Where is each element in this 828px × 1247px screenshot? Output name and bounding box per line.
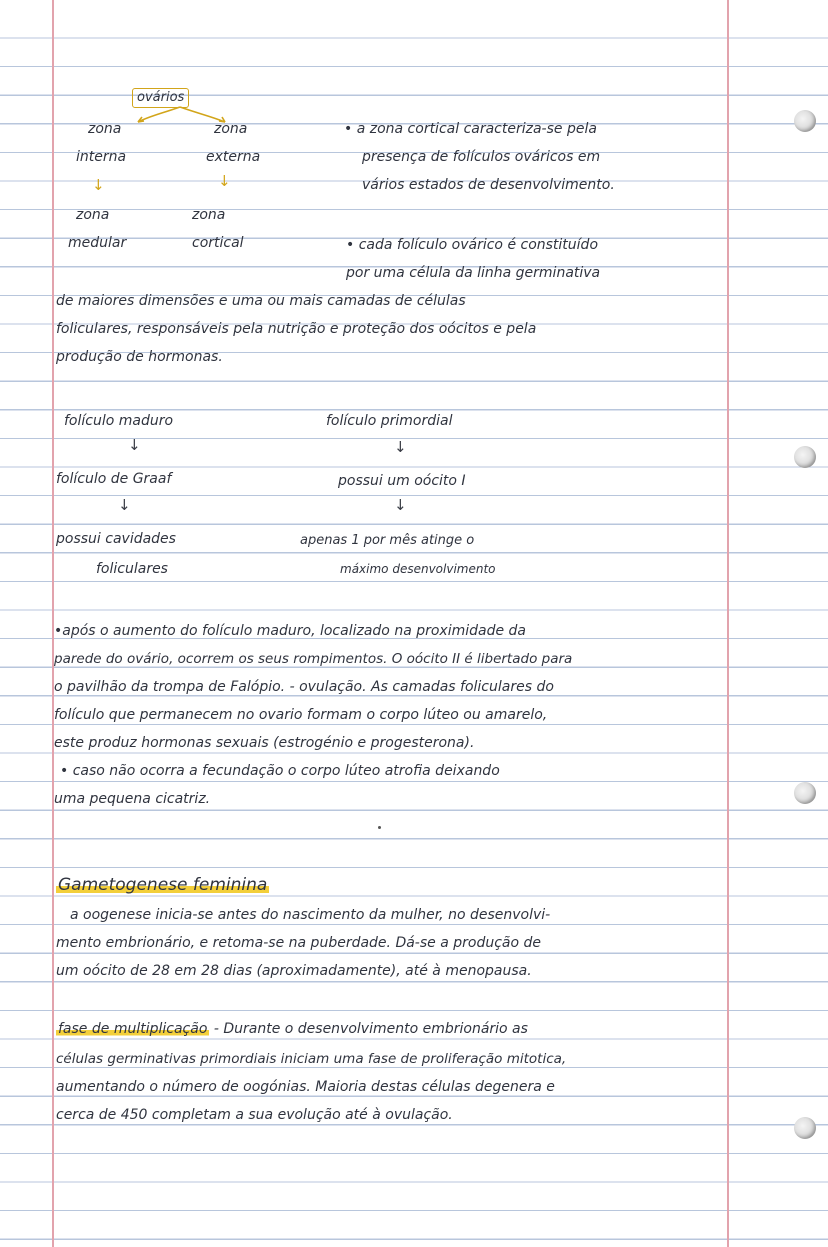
arrow-down-icon: ↓ [92, 176, 105, 194]
possui-oocito: possui um oócito I [338, 473, 466, 489]
ovulation-line-3: o pavilhão da trompa de Falópio. - ovulação. As camadas foliculares do [54, 679, 554, 695]
gametogenese-line-2: mento embrionário, e retoma-se na puberdade. Dá-se a produção de [56, 935, 541, 951]
bullet-1-line-1: • a zona cortical caracteriza-se pela [344, 121, 597, 137]
right-margin-line [727, 0, 729, 1247]
bullet-2-line-2: por uma célula da linha germinativa [346, 265, 601, 281]
multiplicacao-line-1-rest: - Durante o desenvolvimento embrionário as [213, 1021, 528, 1037]
multiplicacao-line-1 [56, 1020, 528, 1038]
arrow-down-icon: ↓ [218, 172, 231, 190]
ovulation-line-2: parede do ovário, ocorrem os seus rompimentos. O oócito II é libertado para [54, 651, 573, 667]
ovulation-line-6: • caso não ocorra a fecundação o corpo lúteo atrofia deixando [60, 763, 500, 779]
apenas-1-por-mes: apenas 1 por mês atinge o [300, 533, 475, 548]
binder-hole-2 [794, 446, 816, 468]
arrow-down-icon: ↓ [394, 496, 407, 514]
zona-externa-top: zona [214, 121, 248, 137]
foliculo-graaf: folículo de Graaf [56, 471, 172, 487]
binder-hole-1 [794, 110, 816, 132]
ovulation-line-4: folículo que permanecem no ovario formam o corpo lúteo ou amarelo, [54, 707, 548, 723]
binder-hole-3 [794, 782, 816, 804]
multiplicacao-line-3: aumentando o número de oogónias. Maioria destas células degenera e [56, 1079, 555, 1095]
bullet-1-line-3: vários estados de desenvolvimento. [362, 177, 615, 193]
multiplicacao-heading: fase de multiplicação [58, 1021, 208, 1037]
gametogenese-heading-text: Gametogenese feminina [58, 875, 268, 895]
bullet-2-line-4: foliculares, responsáveis pela nutrição e proteção dos oócitos e pela [56, 321, 537, 337]
arrow-down-icon: ↓ [118, 496, 131, 514]
ovarios-title: ovários [132, 88, 189, 108]
ovulation-line-5: este produz hormonas sexuais (estrogénio e progesterona). [54, 735, 475, 751]
zona-medular-sub: medular [68, 235, 127, 251]
arrow-down-icon: ↓ [394, 438, 407, 456]
zona-cortical-sub: cortical [192, 235, 244, 251]
bullet-1-line-2: presença de folículos ováricos em [362, 149, 601, 165]
possui-cavidades: possui cavidades [56, 531, 176, 547]
stray-dot [378, 826, 381, 829]
ovulation-line-1: •após o aumento do folículo maduro, localizado na proximidade da [54, 623, 527, 639]
gametogenese-heading [56, 876, 269, 894]
foliculo-maduro: folículo maduro [64, 413, 174, 429]
bullet-2-line-5: produção de hormonas. [56, 349, 223, 365]
bullet-2-line-1: • cada folículo ovárico é constituído [346, 237, 599, 253]
multiplicacao-line-2: células germinativas primordiais iniciam uma fase de proliferação mitotica, [56, 1051, 567, 1067]
gametogenese-line-3: um oócito de 28 em 28 dias (aproximadamente), até à menopausa. [56, 963, 532, 979]
maximo-desenvolvimento: máximo desenvolvimento [340, 562, 496, 576]
binder-hole-4 [794, 1117, 816, 1139]
zona-cortical-top: zona [192, 207, 226, 223]
foliculo-primordial: folículo primordial [326, 413, 453, 429]
multiplicacao-line-4: cerca de 450 completam a sua evolução até à ovulação. [56, 1107, 453, 1123]
gametogenese-line-1: a oogenese inicia-se antes do nascimento da mulher, no desenvolvi- [70, 907, 551, 923]
foliculares-label: foliculares [96, 561, 168, 577]
ovulation-line-7: uma pequena cicatriz. [54, 791, 211, 807]
zona-medular-top: zona [76, 207, 110, 223]
bullet-2-line-3: de maiores dimensões e uma ou mais camadas de células [56, 293, 466, 309]
zona-externa-sub: externa [206, 149, 261, 165]
zona-interna-sub: interna [76, 149, 127, 165]
zona-interna-top: zona [88, 121, 122, 137]
arrow-down-icon: ↓ [128, 436, 141, 454]
